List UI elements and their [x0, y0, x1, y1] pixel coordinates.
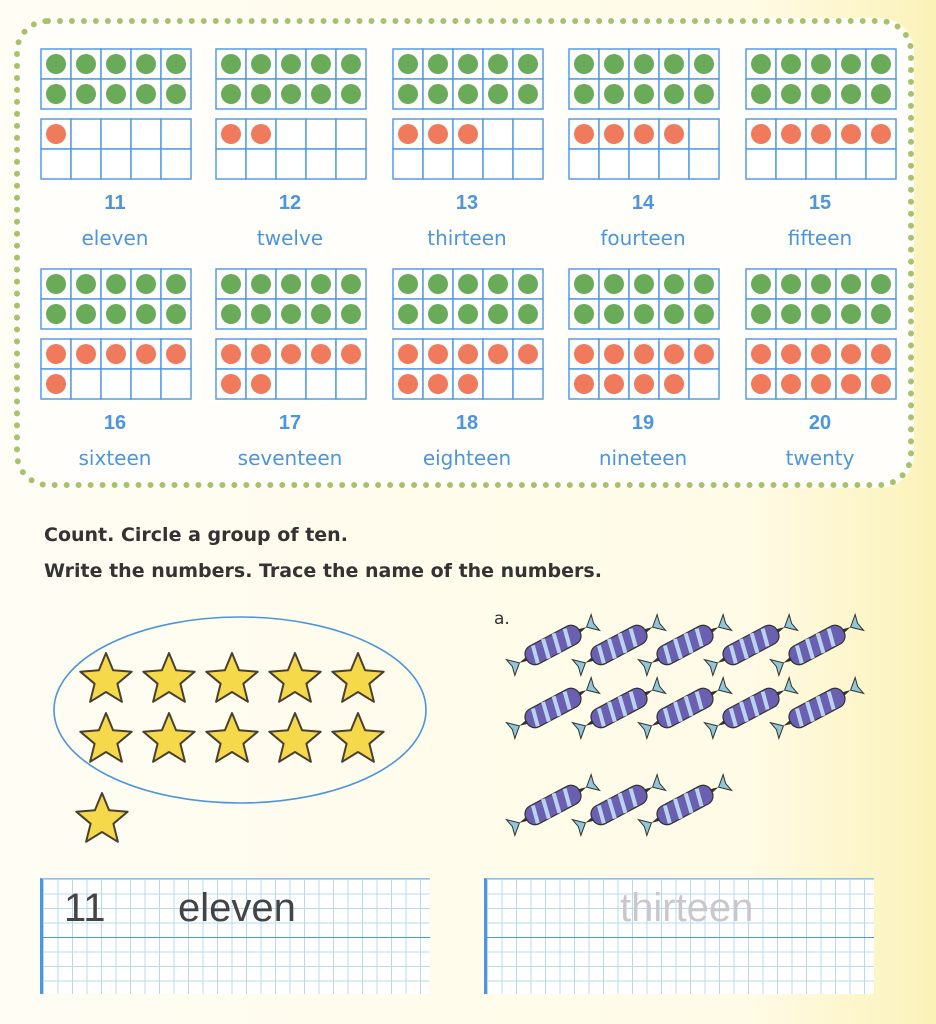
orange-counter [518, 344, 538, 364]
green-counter [871, 84, 891, 104]
orange-counter [604, 124, 624, 144]
star-group [40, 612, 460, 852]
green-counter [281, 54, 301, 74]
orange-counter [574, 344, 594, 364]
green-counter [136, 304, 156, 324]
ten-frame-cell [689, 149, 719, 179]
green-counter [664, 54, 684, 74]
orange-counter [664, 124, 684, 144]
card-numeral: 13 [455, 192, 479, 214]
orange-counter [634, 124, 654, 144]
ten-frame-cell [336, 149, 366, 179]
orange-counter [871, 124, 891, 144]
green-counter [458, 54, 478, 74]
green-counter [136, 84, 156, 104]
ten-frame-pair [392, 48, 544, 183]
ten-frame-cell [659, 149, 689, 179]
ten-frame-cell [161, 149, 191, 179]
green-counter [634, 84, 654, 104]
green-counter [781, 54, 801, 74]
card-numeral: 15 [808, 192, 832, 214]
green-counter [106, 304, 126, 324]
ten-frame-cell [276, 369, 306, 399]
green-counter [604, 54, 624, 74]
green-counter [871, 54, 891, 74]
star-icon [76, 793, 127, 842]
ten-frame-cell [689, 369, 719, 399]
green-counter [166, 274, 186, 294]
ten-frame-pair [215, 268, 367, 403]
green-counter [634, 304, 654, 324]
green-counter [488, 54, 508, 74]
green-counter [488, 304, 508, 324]
candy-icon [572, 614, 666, 677]
green-counter [518, 304, 538, 324]
green-counter [341, 54, 361, 74]
ten-frame-cell [866, 149, 896, 179]
ten-frame-cell [483, 119, 513, 149]
ten-frame-pair [568, 48, 720, 183]
orange-counter [251, 374, 271, 394]
green-counter [428, 54, 448, 74]
green-counter [136, 274, 156, 294]
green-counter [694, 304, 714, 324]
ten-frame-cell [689, 119, 719, 149]
orange-counter [251, 124, 271, 144]
orange-counter [46, 344, 66, 364]
star-icon [269, 653, 320, 702]
orange-counter [841, 344, 861, 364]
star-icon [206, 713, 257, 762]
green-counter [664, 84, 684, 104]
ten-frame-cell [161, 119, 191, 149]
ten-frame-cell [131, 369, 161, 399]
green-counter [166, 54, 186, 74]
ten-frame-pair [40, 268, 192, 403]
ten-frame-cell [306, 369, 336, 399]
card-numeral: 11 [104, 192, 126, 214]
candy-icon [638, 774, 732, 837]
ten-frame-cell [393, 149, 423, 179]
ten-frame-cell [569, 149, 599, 179]
orange-counter [398, 124, 418, 144]
candy-icon [704, 677, 798, 740]
orange-counter [751, 374, 771, 394]
ten-frame-pair [745, 48, 897, 183]
green-counter [221, 274, 241, 294]
example-numeral: 11 [64, 886, 106, 930]
orange-counter [166, 344, 186, 364]
card-word: eighteen [422, 446, 512, 470]
orange-counter [106, 344, 126, 364]
orange-counter [458, 344, 478, 364]
orange-counter [458, 124, 478, 144]
candy-icon [572, 774, 666, 837]
green-counter [76, 274, 96, 294]
green-counter [488, 84, 508, 104]
ten-frame-cell [101, 149, 131, 179]
orange-counter [751, 344, 771, 364]
card-word: nineteen [598, 446, 688, 470]
green-counter [781, 84, 801, 104]
card-numeral: 12 [278, 192, 302, 214]
card-word: fourteen [600, 226, 686, 250]
green-counter [136, 54, 156, 74]
ten-frame-cell [599, 149, 629, 179]
green-counter [76, 54, 96, 74]
candy-icon [638, 614, 732, 677]
orange-counter [281, 344, 301, 364]
green-counter [281, 304, 301, 324]
green-counter [664, 274, 684, 294]
green-counter [604, 274, 624, 294]
orange-counter [311, 344, 331, 364]
ten-frame-cell [806, 149, 836, 179]
green-counter [694, 84, 714, 104]
green-counter [166, 304, 186, 324]
ten-frame-pair [40, 48, 192, 183]
green-counter [664, 304, 684, 324]
green-counter [634, 274, 654, 294]
green-counter [311, 274, 331, 294]
green-counter [811, 84, 831, 104]
orange-counter [871, 344, 891, 364]
ten-frame-cell [71, 369, 101, 399]
orange-counter [76, 344, 96, 364]
ten-frame-cell [161, 369, 191, 399]
orange-counter [781, 124, 801, 144]
orange-counter [604, 344, 624, 364]
card-word: eleven [81, 226, 149, 250]
orange-counter [811, 374, 831, 394]
ten-frame-cell [336, 369, 366, 399]
ten-frame-pair [568, 268, 720, 403]
orange-counter [458, 374, 478, 394]
card-word: sixteen [78, 446, 152, 470]
green-counter [518, 54, 538, 74]
ten-frame-cell [276, 149, 306, 179]
orange-counter [428, 124, 448, 144]
orange-counter [751, 124, 771, 144]
orange-counter [634, 344, 654, 364]
star-icon [143, 653, 194, 702]
circled-group-of-ten [54, 617, 426, 803]
orange-counter [871, 374, 891, 394]
ten-frame-cell [513, 369, 543, 399]
ten-frame-cell [306, 149, 336, 179]
candy-icon [506, 774, 600, 837]
ten-frame-cell [101, 119, 131, 149]
green-counter [871, 304, 891, 324]
green-counter [341, 84, 361, 104]
ten-frame-cell [246, 149, 276, 179]
green-counter [841, 54, 861, 74]
green-counter [811, 274, 831, 294]
ten-frame-cell [483, 149, 513, 179]
orange-counter [221, 374, 241, 394]
green-counter [841, 304, 861, 324]
orange-counter [781, 344, 801, 364]
green-counter [518, 274, 538, 294]
candy-icon [770, 677, 864, 740]
ten-frame-cell [71, 119, 101, 149]
star-icon [269, 713, 320, 762]
candy-icon [704, 614, 798, 677]
orange-counter [398, 374, 418, 394]
ten-frame-cell [336, 119, 366, 149]
green-counter [46, 54, 66, 74]
green-counter [106, 54, 126, 74]
candy-group [505, 600, 885, 840]
candy-icon [506, 614, 600, 677]
ten-frame-cell [836, 149, 866, 179]
ten-frame-cell [629, 149, 659, 179]
green-counter [281, 274, 301, 294]
green-counter [311, 84, 331, 104]
green-counter [221, 304, 241, 324]
green-counter [46, 274, 66, 294]
green-counter [341, 304, 361, 324]
green-counter [251, 84, 271, 104]
green-counter [428, 304, 448, 324]
ten-frame-cell [276, 119, 306, 149]
green-counter [398, 54, 418, 74]
card-numeral: 17 [278, 412, 302, 434]
ten-frame-cell [453, 149, 483, 179]
green-counter [811, 304, 831, 324]
instruction-line-2: Write the numbers. Trace the name of the numbers. [44, 560, 602, 582]
card-word: twenty [785, 446, 855, 470]
green-counter [751, 274, 771, 294]
orange-counter [604, 374, 624, 394]
green-counter [428, 274, 448, 294]
card-word: fifteen [787, 226, 853, 250]
orange-counter [664, 344, 684, 364]
ten-frame-pair [392, 268, 544, 403]
orange-counter [781, 374, 801, 394]
card-numeral: 19 [631, 412, 655, 434]
card-numeral: 20 [808, 412, 832, 434]
green-counter [46, 304, 66, 324]
star-icon [206, 653, 257, 702]
ten-frame-cell [306, 119, 336, 149]
exercise-a-trace-word[interactable]: thirteen [620, 886, 754, 930]
green-counter [166, 84, 186, 104]
green-counter [458, 304, 478, 324]
green-counter [106, 274, 126, 294]
green-counter [106, 84, 126, 104]
green-counter [634, 54, 654, 74]
ten-frame-cell [41, 149, 71, 179]
star-icon [80, 653, 131, 702]
green-counter [398, 84, 418, 104]
green-counter [574, 84, 594, 104]
green-counter [251, 304, 271, 324]
green-counter [751, 304, 771, 324]
green-counter [341, 274, 361, 294]
orange-counter [664, 374, 684, 394]
ten-frame-cell [216, 149, 246, 179]
candy-icon [572, 677, 666, 740]
star-icon [80, 713, 131, 762]
green-counter [311, 54, 331, 74]
green-counter [398, 304, 418, 324]
example-word: eleven [178, 886, 296, 930]
orange-counter [221, 344, 241, 364]
orange-counter [136, 344, 156, 364]
green-counter [281, 84, 301, 104]
green-counter [751, 54, 771, 74]
orange-counter [574, 124, 594, 144]
green-counter [811, 54, 831, 74]
green-counter [694, 54, 714, 74]
orange-counter [46, 374, 66, 394]
orange-counter [841, 374, 861, 394]
ten-frame-cell [483, 369, 513, 399]
green-counter [251, 274, 271, 294]
green-counter [841, 274, 861, 294]
orange-counter [221, 124, 241, 144]
green-counter [221, 84, 241, 104]
ten-frame-cell [513, 119, 543, 149]
green-counter [604, 304, 624, 324]
green-counter [574, 304, 594, 324]
green-counter [76, 84, 96, 104]
card-word: seventeen [237, 446, 343, 470]
green-counter [221, 54, 241, 74]
candy-icon [770, 614, 864, 677]
star-icon [332, 653, 383, 702]
green-counter [604, 84, 624, 104]
ten-frame-cell [131, 149, 161, 179]
orange-counter [251, 344, 271, 364]
ten-frame-cell [131, 119, 161, 149]
card-word: thirteen [427, 226, 507, 250]
orange-counter [634, 374, 654, 394]
orange-counter [341, 344, 361, 364]
orange-counter [574, 374, 594, 394]
green-counter [871, 274, 891, 294]
orange-counter [488, 344, 508, 364]
orange-counter [428, 374, 448, 394]
card-word: twelve [256, 226, 324, 250]
green-counter [694, 274, 714, 294]
exercise-a-label: a. [494, 609, 510, 629]
ten-frame-pair [215, 48, 367, 183]
orange-counter [398, 344, 418, 364]
ten-frame-cell [101, 369, 131, 399]
orange-counter [811, 344, 831, 364]
green-counter [76, 304, 96, 324]
star-icon [332, 713, 383, 762]
green-counter [574, 274, 594, 294]
ten-frame-cell [513, 149, 543, 179]
green-counter [781, 274, 801, 294]
orange-counter [46, 124, 66, 144]
ten-frame-cell [776, 149, 806, 179]
green-counter [311, 304, 331, 324]
ten-frame-pair [745, 268, 897, 403]
candy-icon [638, 677, 732, 740]
orange-counter [841, 124, 861, 144]
green-counter [251, 54, 271, 74]
green-counter [781, 304, 801, 324]
green-counter [841, 84, 861, 104]
card-numeral: 16 [103, 412, 127, 434]
instruction-line-1: Count. Circle a group of ten. [44, 524, 348, 546]
card-numeral: 18 [455, 412, 479, 434]
green-counter [428, 84, 448, 104]
green-counter [458, 84, 478, 104]
ten-frame-cell [746, 149, 776, 179]
card-numeral: 14 [631, 192, 655, 214]
orange-counter [428, 344, 448, 364]
star-icon [143, 713, 194, 762]
green-counter [574, 54, 594, 74]
ten-frame-cell [71, 149, 101, 179]
green-counter [518, 84, 538, 104]
ten-frame-cell [423, 149, 453, 179]
candy-icon [506, 677, 600, 740]
green-counter [398, 274, 418, 294]
orange-counter [694, 344, 714, 364]
green-counter [488, 274, 508, 294]
orange-counter [811, 124, 831, 144]
green-counter [751, 84, 771, 104]
green-counter [46, 84, 66, 104]
green-counter [458, 274, 478, 294]
